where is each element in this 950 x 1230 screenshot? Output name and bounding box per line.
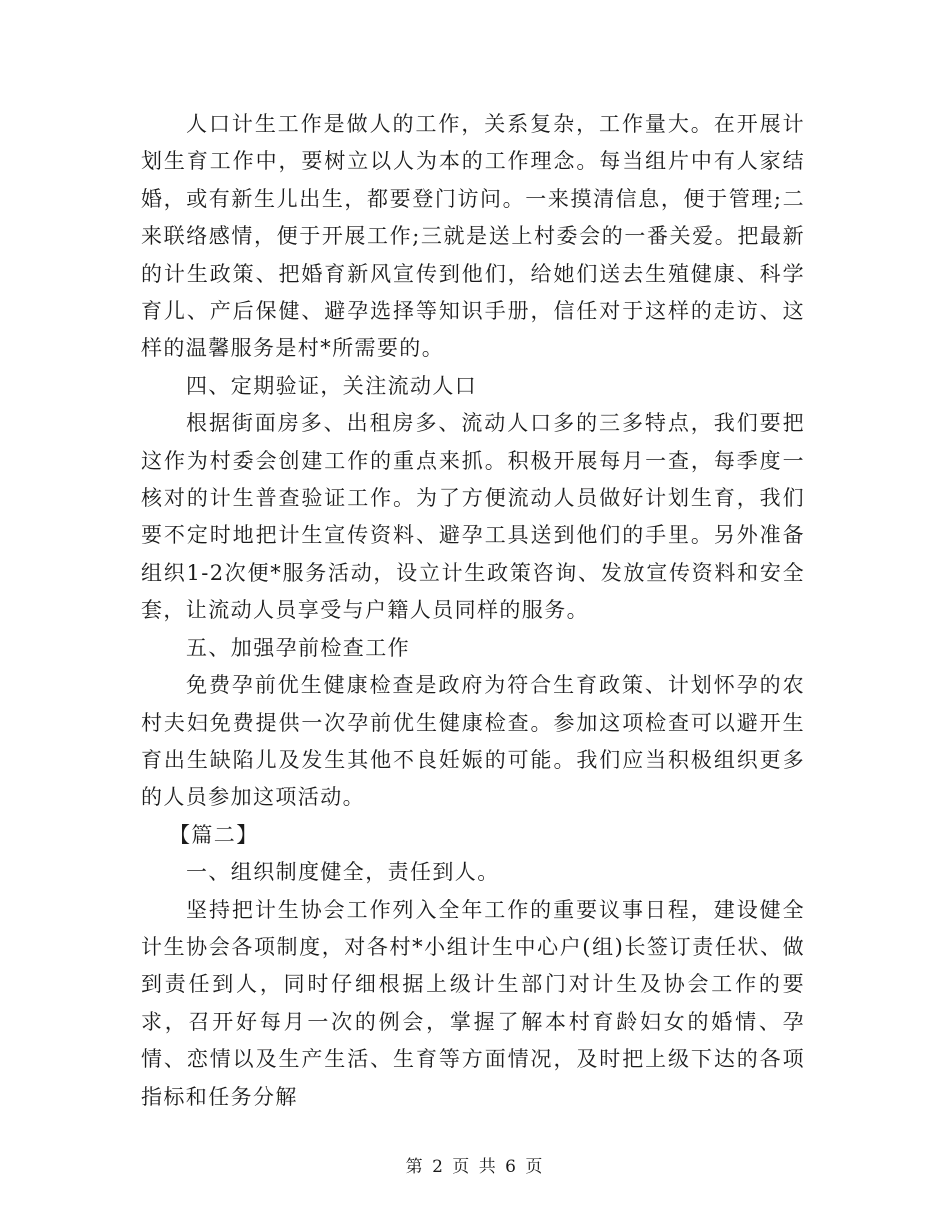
heading-section-five: 五、加强孕前检查工作: [186, 635, 410, 660]
part-two-marker: 【篇二】: [169, 822, 259, 847]
paragraph-floating-population: 根据街面房多、出租房多、流动人口多的三多特点，我们要把这作为村委会创建工作的重点来抓。积极开展每月一查，每季度一核对的计生普查验证工作。为了方便流动人员做好计划生育，我们要不定时地把计生宣传资料、避孕工具送到他们的手里。另外准备组织1-2次便*服务活动，设立计生政策咨询、发放宣传资料和安全套，让流动人员享受与户籍人员同样的服务。: [141, 411, 805, 623]
paragraph-prenatal-checks: 免费孕前优生健康检查是政府为符合生育政策、计划怀孕的农村夫妇免费提供一次孕前优生健康检查。参加这项检查可以避开生育出生缺陷儿及发生其他不良妊娠的可能。我们应当积极组织更多的人员参加这项活动。: [141, 673, 805, 810]
heading-section-four: 四、定期验证，关注流动人口: [186, 373, 478, 398]
heading-organization-system: 一、组织制度健全，责任到人。: [186, 860, 500, 885]
page-number-footer: 第 2 页 共 6 页: [405, 1157, 545, 1177]
paragraph-family-planning-visits: 人口计生工作是做人的工作，关系复杂，工作量大。在开展计划生育工作中，要树立以人为本的工作理念。每当组片中有人家结婚，或有新生儿出生，都要登门访问。一来摸清信息，便于管理;二来联络感情，便于开展工作;三就是送上村委会的一番关爱。把最新的计生政策、把婚育新风宣传到他们，给她们送去生殖健康、科学育儿、产后保健、避孕选择等知识手册，信任对于这样的走访、这样的温馨服务是村*所需要的。: [141, 112, 805, 361]
paragraph-association-work: 坚持把计生协会工作列入全年工作的重要议事日程，建设健全计生协会各项制度，对各村*小组计生中心户(组)长签订责任状、做到责任到人，同时仔细根据上级计生部门对计生及协会工作的要求，召开好每月一次的例会，掌握了解本村育龄妇女的婚情、孕情、恋情以及生产生活、生育等方面情况，及时把上级下达的各项指标和任务分解: [141, 897, 805, 1109]
document-body: [141, 106, 805, 1116]
